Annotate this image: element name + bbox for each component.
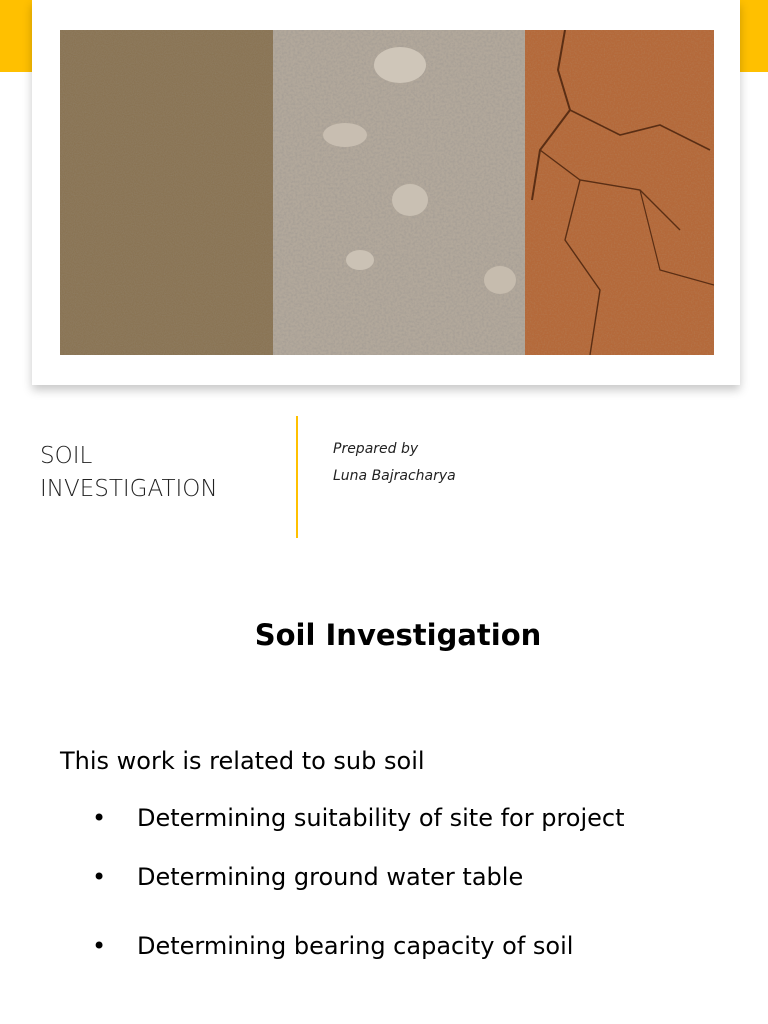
- author-name: Luna Bajracharya: [333, 468, 456, 484]
- bullet-glyph: •: [92, 863, 107, 891]
- intro-text: This work is related to sub soil: [60, 747, 425, 775]
- bullet-glyph: •: [92, 932, 107, 960]
- bullet-text: Determining suitability of site for project: [137, 804, 625, 832]
- slide-heading: Soil Investigation: [254, 618, 542, 652]
- bullet-text: Determining bearing capacity of soil: [137, 932, 574, 960]
- cover-title-line1: SOIL: [40, 443, 93, 469]
- byline: [333, 436, 456, 490]
- cover-photo-card: [32, 0, 740, 385]
- soil-samples-illustration: [60, 30, 714, 355]
- accent-bar-left: [0, 0, 32, 72]
- bullet-text: Determining ground water table: [137, 863, 524, 891]
- title-divider: [296, 416, 298, 538]
- accent-bar-right: [740, 0, 768, 72]
- soil-samples-image: [60, 30, 714, 355]
- bullet-glyph: •: [92, 804, 107, 832]
- prepared-by-label: Prepared by: [333, 441, 419, 457]
- cover-title-line2: INVESTIGATION: [40, 476, 218, 502]
- cover-title: [40, 440, 280, 506]
